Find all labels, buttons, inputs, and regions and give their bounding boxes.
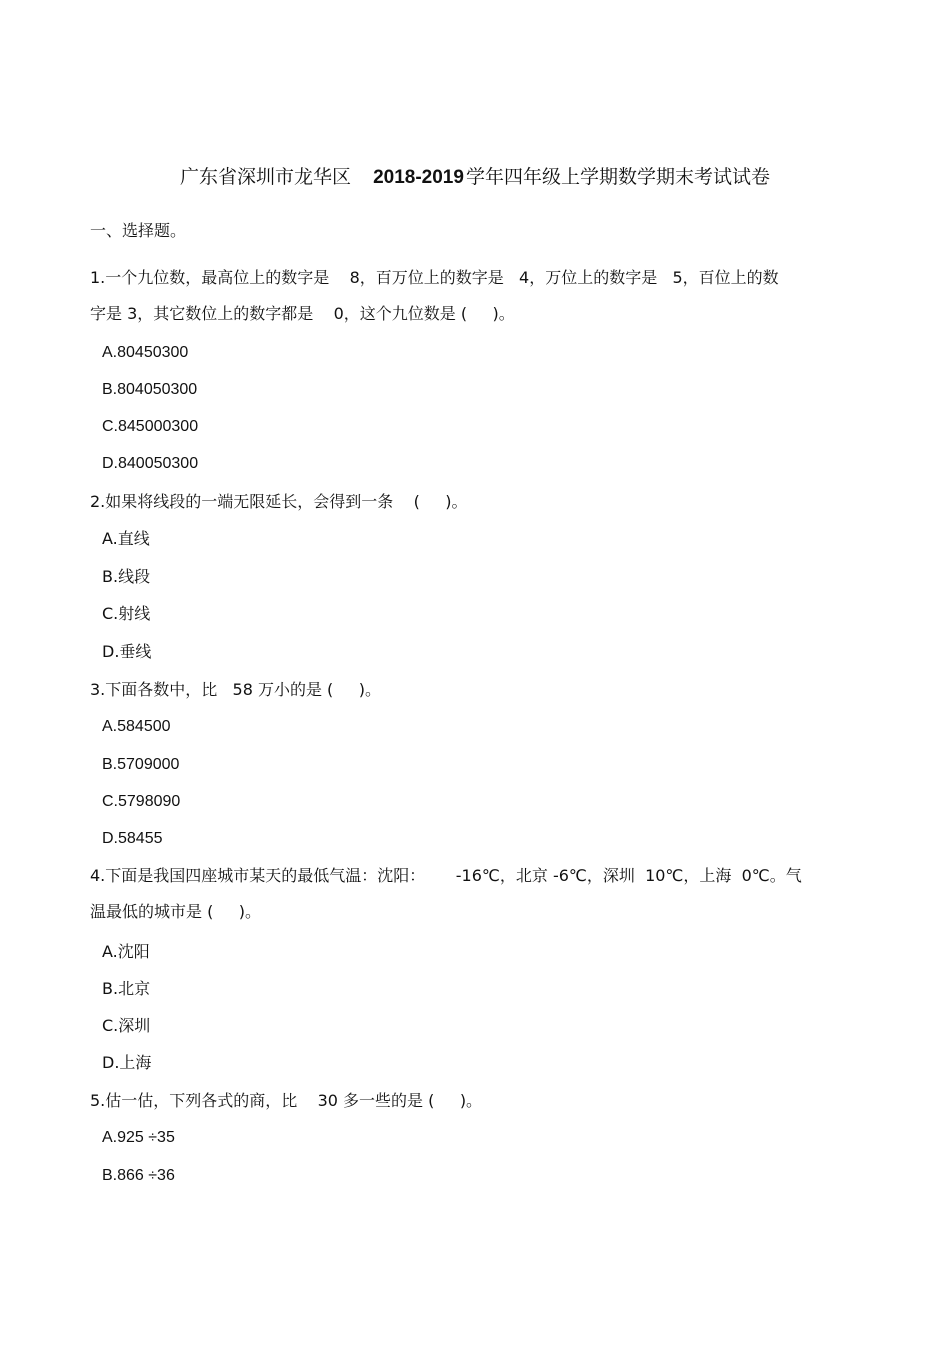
question-4-option-b: B.北京 (102, 979, 151, 998)
question-2-option-b: B.线段 (102, 567, 151, 586)
question-3-option-d: D.58455 (102, 830, 163, 847)
question-3-option-a: A.584500 (102, 718, 171, 735)
question-3-option-c: C.5798090 (102, 793, 181, 810)
document-title (0, 163, 950, 192)
question-3-line-1: 3.下面各数中，比 58 万小的是 ( )。 (90, 680, 381, 699)
question-1-option-a: A.80450300 (102, 344, 189, 361)
question-1-option-c: C.845000300 (102, 418, 199, 435)
question-4-option-c: C.深圳 (102, 1016, 151, 1035)
question-1 (90, 260, 862, 332)
question-1-option-b: B.804050300 (102, 381, 198, 398)
question-3-option-b: B.5709000 (102, 756, 180, 773)
question-1-line-2: 字是 3，其它数位上的数字都是 0，这个九位数是 ( )。 (90, 304, 515, 323)
question-3 (90, 672, 862, 708)
question-5-line-1: 5.估一估，下列各式的商，比 30 多一些的是 ( )。 (90, 1091, 483, 1110)
question-5 (90, 1083, 862, 1119)
question-4-line-2: 温最低的城市是 ( )。 (90, 902, 262, 921)
question-4 (90, 858, 862, 930)
question-1-line-1: 1.一个九位数，最高位上的数字是 8，百万位上的数字是 4，万位上的数字是 5，百位上的数 (90, 268, 779, 287)
question-2-option-a: A.直线 (102, 529, 150, 548)
question-5-option-b: B.866 ÷36 (102, 1167, 175, 1184)
title-subject: 学年四年级上学期数学期末考试试卷 (465, 166, 770, 188)
question-4-option-a: A.沈阳 (102, 942, 150, 961)
question-4-line-1: 4.下面是我国四座城市某天的最低气温：沈阳： -16℃，北京 -6℃，深圳 10℃，上海 0℃。气 (90, 866, 802, 885)
question-2-option-c: C.射线 (102, 604, 151, 623)
section-heading: 一、选择题。 (90, 221, 187, 240)
title-region: 广东省深圳市龙华区 (180, 166, 352, 188)
question-4-option-d: D.上海 (102, 1053, 152, 1072)
question-2 (90, 484, 862, 520)
question-2-line-1: 2.如果将线段的一端无限延长，会得到一条 ( )。 (90, 492, 468, 511)
question-1-option-d: D.840050300 (102, 455, 199, 472)
question-2-option-d: D.垂线 (102, 642, 152, 661)
question-5-option-a: A.925 ÷35 (102, 1129, 175, 1146)
title-year: 2018-2019 (373, 167, 464, 188)
